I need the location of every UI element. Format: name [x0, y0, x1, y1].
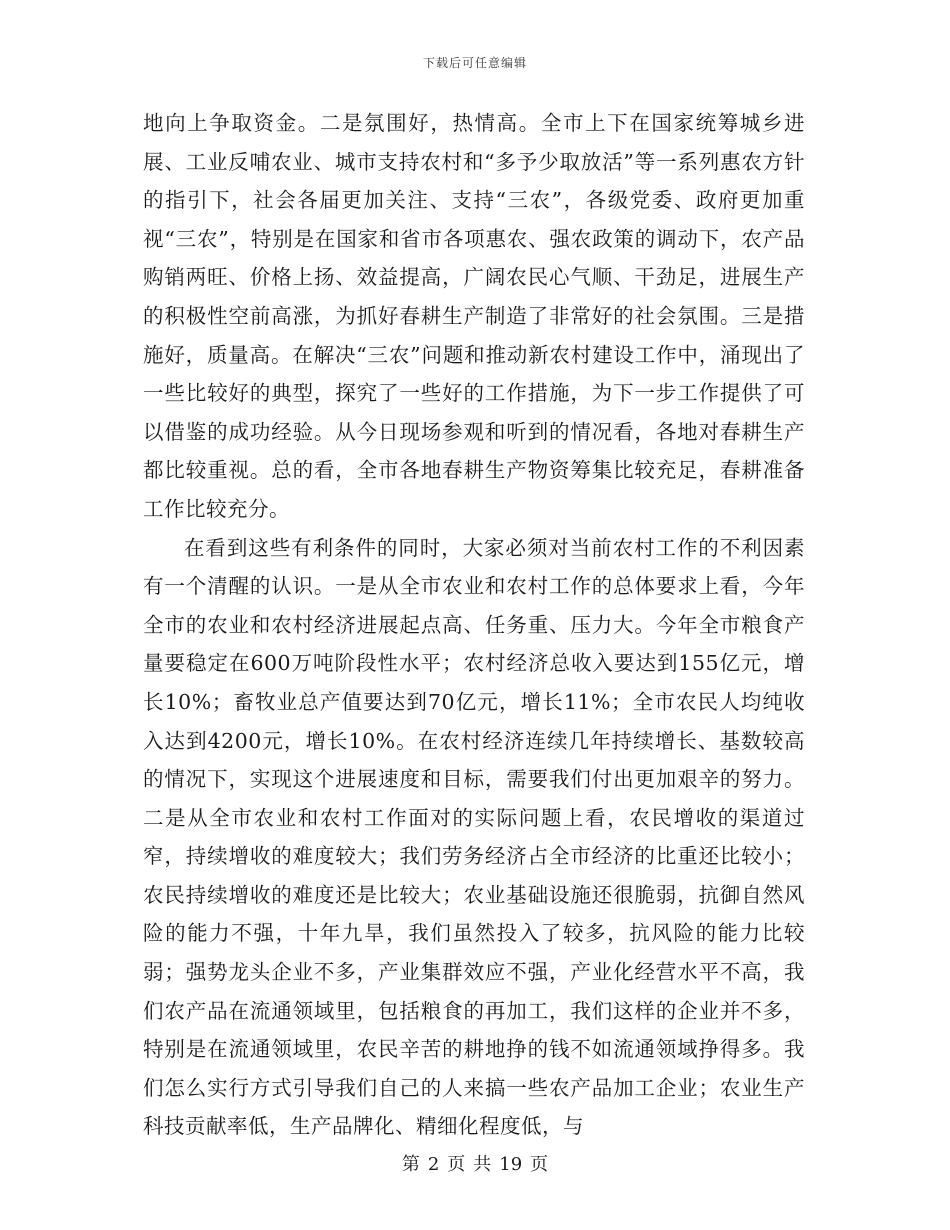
footer-prefix: 第: [401, 1154, 420, 1175]
document-body: [143, 104, 805, 1146]
paragraph-continuation: 地向上争取资金。二是氛围好，热情高。全市上下在国家统筹城乡进展、工业反哺农业、城市支持农村和“多予少取放活”等一系列惠农方针的指引下，社会各届更加关注、支持“三农”，各级党委、政府更加重视“三农”，特别是在国家和省市各项惠农、强农政策的调动下，农产品购销两旺、价格上扬、效益提高，广阔农民心气顺、干劲足，进展生产的积极性空前高涨，为抓好春耕生产制造了非常好的社会氛围。三是措施好，质量高。在解决“三农”问题和推动新农村建设工作中，涌现出了一些比较好的典型，探究了一些好的工作措施，为下一步工作提供了可以借鉴的成功经验。从今日现场参观和听到的情况看，各地对春耕生产都比较重视。总的看，全市各地春耕生产物资筹集比较充足，春耕准备工作比较充分。: [143, 111, 805, 521]
current-page-number: 2: [427, 1154, 440, 1175]
footer-page-word: 页: [447, 1154, 466, 1175]
page-number-footer: [0, 1150, 950, 1176]
paragraph-unfavorable-factors: 在看到这些有利条件的同时，大家必须对当前农村工作的不利因素有一个清醒的认识。一是从全市农业和农村工作的总体要求上看，今年全市的农业和农村经济进展起点高、任务重、压力大。今年全市粮食产量要稳定在600万吨阶段性水平；农村经济总收入要达到155亿元，增长10%；畜牧业总产值要达到70亿元，增长11%；全市农民人均纯收入达到4200元，增长10%。在农村经济连续几年持续增长、基数较高的情况下，实现这个进展速度和目标，需要我们付出更加艰辛的努力。二是从全市农业和农村工作面对的实际问题上看，农民增收的渠道过窄，持续增收的难度较大；我们劳务经济占全市经济的比重还比较小；农民持续增收的难度还是比较大；农业基础设施还很脆弱，抗御自然风险的能力不强，十年九旱，我们虽然投入了较多，抗风险的能力比较弱；强势龙头企业不多，产业集群效应不强，产业化经营水平不高，我们农产品在流通领域里，包括粮食的再加工，我们这样的企业并不多，特别是在流通领域里，农民辛苦的耕地挣的钱不如流通领域挣得多。我们怎么实行方式引导我们自己的人来搞一些农产品加工企业；农业生产科技贡献率低，生产品牌化、精细化程度低，与: [143, 535, 805, 1139]
total-pages-number: 19: [499, 1154, 523, 1175]
footer-suffix: 页: [530, 1154, 549, 1175]
footer-total-prefix: 共: [473, 1154, 492, 1175]
page-header: 下载后可任意编辑: [422, 56, 527, 70]
